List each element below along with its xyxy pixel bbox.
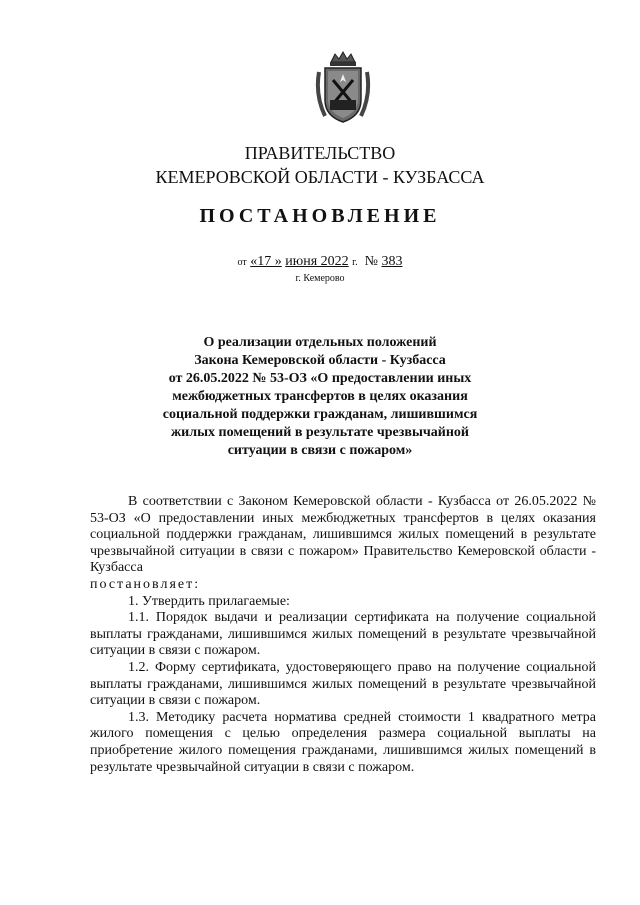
subject-line: от 26.05.2022 № 53-ОЗ «О предоставлении иных	[168, 371, 472, 386]
subject-line: межбюджетных трансфертов в целях оказания	[172, 389, 468, 404]
subject-line: Закона Кемеровской области - Кузбасса	[194, 353, 446, 368]
item-1-2: 1.2. Форму сертификата, удостоверяющего право на получение социальной выплаты гражданами, лишившимся жилых помещений в результате чрезвычайной ситуации в связи с пожаром.	[90, 659, 596, 709]
intro-paragraph: В соответствии с Законом Кемеровской области - Кузбасса от 26.05.2022 № 53-ОЗ «О предоставлении иных межбюджетных трансфертов в целях оказания социальной поддержки гражданам, лишившимся жилых помещений в результате чрезвычайной ситуации в связи с пожаром» Правительство Кемеровской области - Кузбасса	[90, 494, 596, 576]
org-name-line2: КЕМЕРОВСКОЙ ОБЛАСТИ - КУЗБАССА	[155, 167, 485, 187]
subject-line: социальной поддержки гражданам, лишившимся	[162, 407, 478, 422]
subject-line: ситуации в связи с пожаром»	[227, 443, 413, 458]
date-day: «17 »	[250, 254, 282, 269]
item-1: 1. Утвердить прилагаемые:	[128, 593, 290, 609]
city: г. Кемерово	[295, 273, 345, 284]
document-number: 383	[381, 254, 403, 269]
date-number-line	[0, 254, 640, 270]
date-year-suffix: г.	[352, 257, 358, 268]
document-type-title: ПОСТАНОВЛЕНИЕ	[199, 205, 441, 227]
number-prefix: №	[364, 254, 378, 269]
resolves-word: постановляет:	[90, 576, 201, 592]
item-1-3: 1.3. Методику расчета норматива средней стоимости 1 квадратного метра жилого помещения с целью определения размера социальной выплаты на приобретение жилого помещения гражданами, лишившимся жилых помещений в результате чрезвычайной ситуации в связи с пожаром.	[90, 709, 596, 775]
document-body	[90, 494, 596, 776]
subject-line: О реализации отдельных положений	[203, 335, 437, 350]
date-month-year: июня 2022	[285, 254, 349, 269]
document-subject	[150, 334, 490, 460]
date-prefix: от	[237, 257, 247, 268]
org-name-line1: ПРАВИТЕЛЬСТВО	[244, 143, 396, 163]
subject-line: жилых помещений в результате чрезвычайной	[171, 425, 469, 440]
coat-of-arms-icon	[313, 50, 373, 126]
item-1-1: 1.1. Порядок выдачи и реализации сертификата на получение социальной выплаты гражданами, лишившимся жилых помещений в результате чрезвычайной ситуации в связи с пожаром.	[90, 610, 596, 659]
